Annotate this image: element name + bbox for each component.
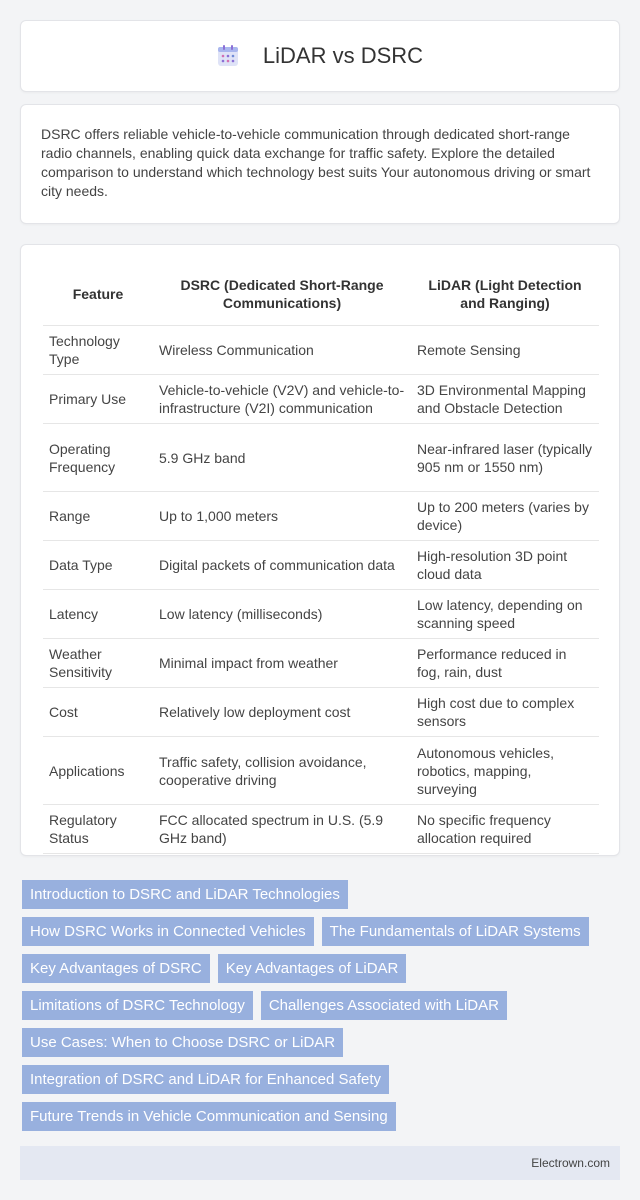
calendar-grid-icon — [217, 45, 239, 67]
link-intro-dsrc-lidar[interactable]: Introduction to DSRC and LiDAR Technologies — [22, 880, 348, 909]
header-feature: Feature — [43, 263, 153, 326]
table-row — [43, 737, 599, 805]
intro-card — [20, 104, 620, 224]
cell-lidar: High-resolution 3D point cloud data — [411, 541, 599, 590]
cell-feature: Range — [43, 492, 153, 541]
cell-feature: Weather Sensitivity — [43, 639, 153, 688]
comparison-table — [43, 263, 599, 854]
cell-feature: Operating Frequency — [43, 424, 153, 492]
table-row — [43, 375, 599, 424]
cell-dsrc: 5.9 GHz band — [153, 424, 411, 492]
table-header-row — [43, 263, 599, 326]
cell-lidar: Performance reduced in fog, rain, dust — [411, 639, 599, 688]
cell-lidar: Remote Sensing — [411, 326, 599, 375]
cell-lidar: Up to 200 meters (varies by device) — [411, 492, 599, 541]
header-lidar: LiDAR (Light Detection and Ranging) — [411, 263, 599, 326]
link-future-trends[interactable]: Future Trends in Vehicle Communication and Sensing — [22, 1102, 396, 1131]
cell-lidar: No specific frequency allocation required — [411, 805, 599, 854]
link-row — [22, 880, 622, 909]
link-dsrc-advantages[interactable]: Key Advantages of DSRC — [22, 954, 210, 983]
cell-dsrc: FCC allocated spectrum in U.S. (5.9 GHz band) — [153, 805, 411, 854]
link-row — [22, 1028, 622, 1057]
table-row — [43, 326, 599, 375]
cell-lidar: High cost due to complex sensors — [411, 688, 599, 737]
link-use-cases[interactable]: Use Cases: When to Choose DSRC or LiDAR — [22, 1028, 343, 1057]
link-dsrc-limitations[interactable]: Limitations of DSRC Technology — [22, 991, 253, 1020]
link-lidar-advantages[interactable]: Key Advantages of LiDAR — [218, 954, 407, 983]
cell-lidar: Autonomous vehicles, robotics, mapping, surveying — [411, 737, 599, 805]
cell-dsrc: Relatively low deployment cost — [153, 688, 411, 737]
cell-dsrc: Low latency (milliseconds) — [153, 590, 411, 639]
intro-text: DSRC offers reliable vehicle-to-vehicle communication through dedicated short-range radio channels, enabling quick data exchange for traffic safety. Explore the detailed comparison to understand which technology best suits Your autonomous driving or smart city needs. — [41, 126, 591, 199]
link-lidar-fundamentals[interactable]: The Fundamentals of LiDAR Systems — [322, 917, 589, 946]
header-dsrc: DSRC (Dedicated Short-Range Communications) — [153, 263, 411, 326]
cell-feature: Regulatory Status — [43, 805, 153, 854]
link-lidar-challenges[interactable]: Challenges Associated with LiDAR — [261, 991, 507, 1020]
cell-dsrc: Up to 1,000 meters — [153, 492, 411, 541]
cell-lidar: Near-infrared laser (typically 905 nm or 1550 nm) — [411, 424, 599, 492]
table-row — [43, 590, 599, 639]
table-row — [43, 424, 599, 492]
cell-dsrc: Vehicle-to-vehicle (V2V) and vehicle-to-infrastructure (V2I) communication — [153, 375, 411, 424]
table-row — [43, 541, 599, 590]
link-how-dsrc-works[interactable]: How DSRC Works in Connected Vehicles — [22, 917, 314, 946]
cell-dsrc: Traffic safety, collision avoidance, cooperative driving — [153, 737, 411, 805]
link-row — [22, 1065, 622, 1094]
cell-feature: Cost — [43, 688, 153, 737]
footer — [20, 1146, 620, 1180]
cell-dsrc: Digital packets of communication data — [153, 541, 411, 590]
footer-text: Electrown.com — [531, 1156, 610, 1170]
table-row — [43, 805, 599, 854]
cell-lidar: Low latency, depending on scanning speed — [411, 590, 599, 639]
table-row — [43, 688, 599, 737]
link-row — [22, 917, 622, 946]
table-row — [43, 492, 599, 541]
cell-lidar: 3D Environmental Mapping and Obstacle Detection — [411, 375, 599, 424]
cell-dsrc: Minimal impact from weather — [153, 639, 411, 688]
page-title: LiDAR vs DSRC — [262, 43, 424, 68]
cell-feature: Latency — [43, 590, 153, 639]
link-row — [22, 954, 622, 983]
link-row — [22, 991, 622, 1020]
cell-feature: Technology Type — [43, 326, 153, 375]
table-row — [43, 639, 599, 688]
cell-feature: Data Type — [43, 541, 153, 590]
link-row — [22, 1102, 622, 1131]
link-integration[interactable]: Integration of DSRC and LiDAR for Enhanced Safety — [22, 1065, 389, 1094]
cell-dsrc: Wireless Communication — [153, 326, 411, 375]
cell-feature: Applications — [43, 737, 153, 805]
related-links — [22, 880, 622, 1139]
comparison-table-card — [20, 244, 620, 856]
cell-feature: Primary Use — [43, 375, 153, 424]
header — [20, 20, 620, 92]
